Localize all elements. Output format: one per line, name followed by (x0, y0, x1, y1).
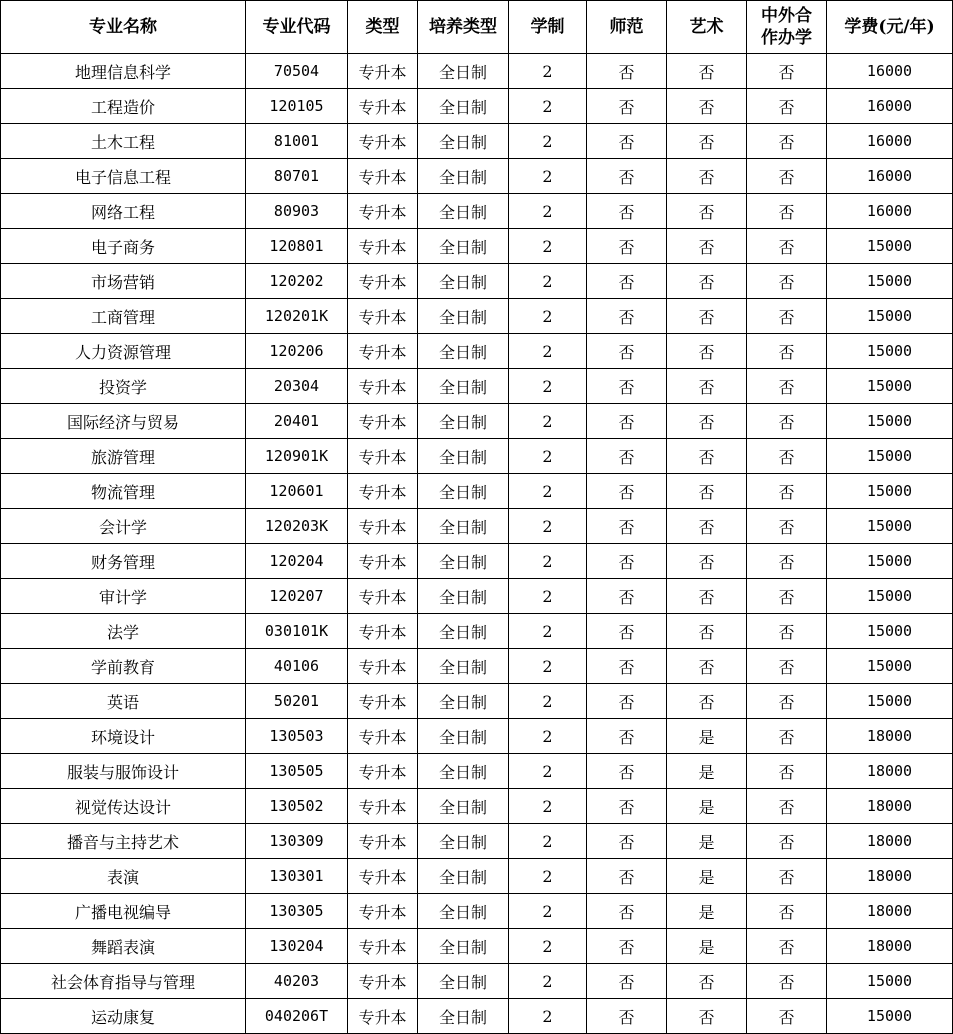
duration-cell: 2 (509, 754, 587, 789)
header-major-code: 专业代码 (246, 1, 348, 54)
type-cell: 专升本 (348, 614, 418, 649)
joint-program-cell: 否 (747, 999, 827, 1034)
tuition-cell: 18000 (827, 894, 953, 929)
study-mode-cell: 全日制 (418, 89, 509, 124)
major-name-cell: 网络工程 (1, 194, 246, 229)
tuition-cell: 16000 (827, 194, 953, 229)
type-cell: 专升本 (348, 474, 418, 509)
duration-cell: 2 (509, 929, 587, 964)
major-code-cell: 120203K (246, 509, 348, 544)
joint-program-cell: 否 (747, 894, 827, 929)
major-code-cell: 120601 (246, 474, 348, 509)
duration-cell: 2 (509, 229, 587, 264)
art-cell: 是 (667, 929, 747, 964)
study-mode-cell: 全日制 (418, 719, 509, 754)
table-row (1, 824, 953, 859)
joint-program-cell: 否 (747, 789, 827, 824)
table-row (1, 264, 953, 299)
table-row (1, 404, 953, 439)
joint-program-cell: 否 (747, 614, 827, 649)
joint-program-cell: 否 (747, 264, 827, 299)
major-code-cell: 120206 (246, 334, 348, 369)
major-name-cell: 财务管理 (1, 544, 246, 579)
teacher-training-cell: 否 (587, 194, 667, 229)
joint-program-cell: 否 (747, 649, 827, 684)
teacher-training-cell: 否 (587, 649, 667, 684)
art-cell: 是 (667, 894, 747, 929)
teacher-training-cell: 否 (587, 754, 667, 789)
art-cell: 否 (667, 999, 747, 1034)
teacher-training-cell: 否 (587, 299, 667, 334)
teacher-training-cell: 否 (587, 124, 667, 159)
major-name-cell: 会计学 (1, 509, 246, 544)
major-name-cell: 法学 (1, 614, 246, 649)
major-code-cell: 130301 (246, 859, 348, 894)
teacher-training-cell: 否 (587, 544, 667, 579)
major-name-cell: 舞蹈表演 (1, 929, 246, 964)
tuition-cell: 15000 (827, 439, 953, 474)
major-name-cell: 运动康复 (1, 999, 246, 1034)
header-art: 艺术 (667, 1, 747, 54)
type-cell: 专升本 (348, 404, 418, 439)
table-row (1, 474, 953, 509)
table-row (1, 579, 953, 614)
major-name-cell: 物流管理 (1, 474, 246, 509)
table-body (1, 54, 953, 1034)
study-mode-cell: 全日制 (418, 54, 509, 89)
teacher-training-cell: 否 (587, 229, 667, 264)
tuition-cell: 15000 (827, 649, 953, 684)
table-row (1, 649, 953, 684)
table-row (1, 894, 953, 929)
type-cell: 专升本 (348, 579, 418, 614)
table-row (1, 754, 953, 789)
table-row (1, 684, 953, 719)
type-cell: 专升本 (348, 264, 418, 299)
table-row (1, 54, 953, 89)
duration-cell: 2 (509, 789, 587, 824)
study-mode-cell: 全日制 (418, 334, 509, 369)
joint-program-cell: 否 (747, 229, 827, 264)
type-cell: 专升本 (348, 159, 418, 194)
joint-program-cell: 否 (747, 124, 827, 159)
table-row (1, 89, 953, 124)
type-cell: 专升本 (348, 299, 418, 334)
study-mode-cell: 全日制 (418, 684, 509, 719)
major-code-cell: 120105 (246, 89, 348, 124)
table-row (1, 334, 953, 369)
teacher-training-cell: 否 (587, 684, 667, 719)
duration-cell: 2 (509, 544, 587, 579)
major-code-cell: 130305 (246, 894, 348, 929)
major-name-cell: 电子信息工程 (1, 159, 246, 194)
major-code-cell: 040206T (246, 999, 348, 1034)
teacher-training-cell: 否 (587, 334, 667, 369)
study-mode-cell: 全日制 (418, 404, 509, 439)
major-name-cell: 工商管理 (1, 299, 246, 334)
joint-program-cell: 否 (747, 474, 827, 509)
tuition-cell: 18000 (827, 859, 953, 894)
joint-program-cell: 否 (747, 159, 827, 194)
duration-cell: 2 (509, 649, 587, 684)
study-mode-cell: 全日制 (418, 229, 509, 264)
tuition-cell: 16000 (827, 159, 953, 194)
study-mode-cell: 全日制 (418, 754, 509, 789)
tuition-cell: 15000 (827, 264, 953, 299)
duration-cell: 2 (509, 404, 587, 439)
type-cell: 专升本 (348, 54, 418, 89)
major-name-cell: 市场营销 (1, 264, 246, 299)
duration-cell: 2 (509, 614, 587, 649)
table-row (1, 544, 953, 579)
major-code-cell: 120207 (246, 579, 348, 614)
duration-cell: 2 (509, 299, 587, 334)
type-cell: 专升本 (348, 754, 418, 789)
tuition-cell: 18000 (827, 789, 953, 824)
duration-cell: 2 (509, 194, 587, 229)
art-cell: 否 (667, 544, 747, 579)
joint-program-cell: 否 (747, 194, 827, 229)
duration-cell: 2 (509, 684, 587, 719)
art-cell: 否 (667, 124, 747, 159)
major-code-cell: 20304 (246, 369, 348, 404)
table-row (1, 159, 953, 194)
tuition-cell: 18000 (827, 929, 953, 964)
teacher-training-cell: 否 (587, 719, 667, 754)
header-type: 类型 (348, 1, 418, 54)
type-cell: 专升本 (348, 544, 418, 579)
tuition-cell: 18000 (827, 754, 953, 789)
art-cell: 否 (667, 159, 747, 194)
major-name-cell: 学前教育 (1, 649, 246, 684)
teacher-training-cell: 否 (587, 369, 667, 404)
major-name-cell: 英语 (1, 684, 246, 719)
header-study-mode: 培养类型 (418, 1, 509, 54)
tuition-cell: 15000 (827, 509, 953, 544)
teacher-training-cell: 否 (587, 439, 667, 474)
major-name-cell: 工程造价 (1, 89, 246, 124)
study-mode-cell: 全日制 (418, 124, 509, 159)
table-row (1, 929, 953, 964)
teacher-training-cell: 否 (587, 159, 667, 194)
joint-program-cell: 否 (747, 859, 827, 894)
tuition-cell: 15000 (827, 544, 953, 579)
duration-cell: 2 (509, 509, 587, 544)
major-name-cell: 环境设计 (1, 719, 246, 754)
type-cell: 专升本 (348, 439, 418, 474)
study-mode-cell: 全日制 (418, 824, 509, 859)
joint-program-cell: 否 (747, 404, 827, 439)
teacher-training-cell: 否 (587, 789, 667, 824)
teacher-training-cell: 否 (587, 264, 667, 299)
study-mode-cell: 全日制 (418, 544, 509, 579)
duration-cell: 2 (509, 579, 587, 614)
type-cell: 专升本 (348, 964, 418, 999)
major-code-cell: 40203 (246, 964, 348, 999)
art-cell: 否 (667, 369, 747, 404)
teacher-training-cell: 否 (587, 894, 667, 929)
duration-cell: 2 (509, 439, 587, 474)
study-mode-cell: 全日制 (418, 509, 509, 544)
duration-cell: 2 (509, 719, 587, 754)
study-mode-cell: 全日制 (418, 789, 509, 824)
table-row (1, 369, 953, 404)
major-code-cell: 130505 (246, 754, 348, 789)
art-cell: 否 (667, 474, 747, 509)
major-code-cell: 20401 (246, 404, 348, 439)
joint-program-cell: 否 (747, 684, 827, 719)
table-row (1, 509, 953, 544)
table-row (1, 789, 953, 824)
major-code-cell: 030101K (246, 614, 348, 649)
type-cell: 专升本 (348, 789, 418, 824)
joint-program-cell: 否 (747, 54, 827, 89)
type-cell: 专升本 (348, 509, 418, 544)
teacher-training-cell: 否 (587, 54, 667, 89)
duration-cell: 2 (509, 894, 587, 929)
art-cell: 否 (667, 614, 747, 649)
teacher-training-cell: 否 (587, 509, 667, 544)
duration-cell: 2 (509, 824, 587, 859)
major-code-cell: 120201K (246, 299, 348, 334)
major-code-cell: 81001 (246, 124, 348, 159)
joint-program-cell: 否 (747, 299, 827, 334)
study-mode-cell: 全日制 (418, 614, 509, 649)
teacher-training-cell: 否 (587, 579, 667, 614)
duration-cell: 2 (509, 369, 587, 404)
major-name-cell: 土木工程 (1, 124, 246, 159)
table-row (1, 229, 953, 264)
joint-program-cell: 否 (747, 89, 827, 124)
tuition-cell: 15000 (827, 684, 953, 719)
tuition-cell: 15000 (827, 334, 953, 369)
tuition-cell: 16000 (827, 89, 953, 124)
major-code-cell: 80701 (246, 159, 348, 194)
major-code-cell: 120801 (246, 229, 348, 264)
tuition-cell: 15000 (827, 474, 953, 509)
duration-cell: 2 (509, 334, 587, 369)
art-cell: 是 (667, 789, 747, 824)
teacher-training-cell: 否 (587, 929, 667, 964)
type-cell: 专升本 (348, 894, 418, 929)
tuition-cell: 16000 (827, 124, 953, 159)
study-mode-cell: 全日制 (418, 579, 509, 614)
study-mode-cell: 全日制 (418, 159, 509, 194)
joint-program-cell: 否 (747, 369, 827, 404)
teacher-training-cell: 否 (587, 999, 667, 1034)
major-code-cell: 120901K (246, 439, 348, 474)
art-cell: 否 (667, 964, 747, 999)
table-row (1, 299, 953, 334)
study-mode-cell: 全日制 (418, 369, 509, 404)
duration-cell: 2 (509, 89, 587, 124)
major-name-cell: 视觉传达设计 (1, 789, 246, 824)
type-cell: 专升本 (348, 999, 418, 1034)
art-cell: 否 (667, 509, 747, 544)
duration-cell: 2 (509, 474, 587, 509)
tuition-cell: 15000 (827, 579, 953, 614)
type-cell: 专升本 (348, 824, 418, 859)
duration-cell: 2 (509, 999, 587, 1034)
joint-program-cell: 否 (747, 579, 827, 614)
art-cell: 否 (667, 229, 747, 264)
joint-program-cell: 否 (747, 334, 827, 369)
major-code-cell: 130502 (246, 789, 348, 824)
type-cell: 专升本 (348, 369, 418, 404)
study-mode-cell: 全日制 (418, 194, 509, 229)
header-tuition: 学费(元/年) (827, 1, 953, 54)
art-cell: 否 (667, 299, 747, 334)
study-mode-cell: 全日制 (418, 439, 509, 474)
study-mode-cell: 全日制 (418, 999, 509, 1034)
study-mode-cell: 全日制 (418, 964, 509, 999)
teacher-training-cell: 否 (587, 474, 667, 509)
type-cell: 专升本 (348, 684, 418, 719)
major-name-cell: 社会体育指导与管理 (1, 964, 246, 999)
art-cell: 否 (667, 684, 747, 719)
joint-program-cell: 否 (747, 964, 827, 999)
major-code-cell: 50201 (246, 684, 348, 719)
table-row (1, 859, 953, 894)
joint-program-cell: 否 (747, 929, 827, 964)
major-name-cell: 电子商务 (1, 229, 246, 264)
major-code-cell: 120202 (246, 264, 348, 299)
table-row (1, 194, 953, 229)
header-teacher-training: 师范 (587, 1, 667, 54)
tuition-cell: 15000 (827, 299, 953, 334)
teacher-training-cell: 否 (587, 404, 667, 439)
major-name-cell: 广播电视编导 (1, 894, 246, 929)
study-mode-cell: 全日制 (418, 649, 509, 684)
tuition-cell: 15000 (827, 614, 953, 649)
study-mode-cell: 全日制 (418, 474, 509, 509)
art-cell: 是 (667, 754, 747, 789)
art-cell: 是 (667, 859, 747, 894)
teacher-training-cell: 否 (587, 964, 667, 999)
table-row (1, 719, 953, 754)
table-row (1, 439, 953, 474)
tuition-cell: 15000 (827, 369, 953, 404)
art-cell: 否 (667, 649, 747, 684)
table-row (1, 124, 953, 159)
study-mode-cell: 全日制 (418, 929, 509, 964)
tuition-cell: 15000 (827, 999, 953, 1034)
major-name-cell: 旅游管理 (1, 439, 246, 474)
tuition-cell: 16000 (827, 54, 953, 89)
art-cell: 否 (667, 579, 747, 614)
duration-cell: 2 (509, 54, 587, 89)
table-row (1, 999, 953, 1034)
major-code-cell: 130503 (246, 719, 348, 754)
study-mode-cell: 全日制 (418, 264, 509, 299)
art-cell: 否 (667, 439, 747, 474)
art-cell: 否 (667, 264, 747, 299)
header-major-name: 专业名称 (1, 1, 246, 54)
major-code-cell: 130309 (246, 824, 348, 859)
header-duration: 学制 (509, 1, 587, 54)
tuition-cell: 15000 (827, 964, 953, 999)
duration-cell: 2 (509, 264, 587, 299)
major-name-cell: 服装与服饰设计 (1, 754, 246, 789)
type-cell: 专升本 (348, 229, 418, 264)
type-cell: 专升本 (348, 859, 418, 894)
study-mode-cell: 全日制 (418, 894, 509, 929)
type-cell: 专升本 (348, 929, 418, 964)
joint-program-cell: 否 (747, 439, 827, 474)
joint-program-cell: 否 (747, 544, 827, 579)
type-cell: 专升本 (348, 89, 418, 124)
art-cell: 否 (667, 194, 747, 229)
major-name-cell: 审计学 (1, 579, 246, 614)
table-row (1, 964, 953, 999)
type-cell: 专升本 (348, 719, 418, 754)
duration-cell: 2 (509, 964, 587, 999)
art-cell: 否 (667, 404, 747, 439)
joint-program-cell: 否 (747, 719, 827, 754)
tuition-cell: 15000 (827, 404, 953, 439)
joint-program-cell: 否 (747, 824, 827, 859)
major-name-cell: 播音与主持艺术 (1, 824, 246, 859)
type-cell: 专升本 (348, 194, 418, 229)
major-code-cell: 120204 (246, 544, 348, 579)
teacher-training-cell: 否 (587, 859, 667, 894)
major-name-cell: 表演 (1, 859, 246, 894)
art-cell: 是 (667, 824, 747, 859)
type-cell: 专升本 (348, 649, 418, 684)
study-mode-cell: 全日制 (418, 859, 509, 894)
major-name-cell: 投资学 (1, 369, 246, 404)
type-cell: 专升本 (348, 124, 418, 159)
study-mode-cell: 全日制 (418, 299, 509, 334)
art-cell: 否 (667, 334, 747, 369)
tuition-cell: 18000 (827, 719, 953, 754)
art-cell: 否 (667, 54, 747, 89)
header-row (1, 1, 953, 54)
major-name-cell: 人力资源管理 (1, 334, 246, 369)
table-row (1, 614, 953, 649)
major-code-cell: 40106 (246, 649, 348, 684)
major-code-cell: 80903 (246, 194, 348, 229)
tuition-cell: 15000 (827, 229, 953, 264)
major-code-cell: 70504 (246, 54, 348, 89)
type-cell: 专升本 (348, 334, 418, 369)
teacher-training-cell: 否 (587, 824, 667, 859)
tuition-cell: 18000 (827, 824, 953, 859)
teacher-training-cell: 否 (587, 614, 667, 649)
duration-cell: 2 (509, 859, 587, 894)
teacher-training-cell: 否 (587, 89, 667, 124)
joint-program-cell: 否 (747, 509, 827, 544)
art-cell: 否 (667, 89, 747, 124)
major-name-cell: 国际经济与贸易 (1, 404, 246, 439)
duration-cell: 2 (509, 159, 587, 194)
major-code-cell: 130204 (246, 929, 348, 964)
art-cell: 是 (667, 719, 747, 754)
header-joint-program: 中外合作办学 (747, 1, 827, 54)
duration-cell: 2 (509, 124, 587, 159)
major-name-cell: 地理信息科学 (1, 54, 246, 89)
joint-program-cell: 否 (747, 754, 827, 789)
